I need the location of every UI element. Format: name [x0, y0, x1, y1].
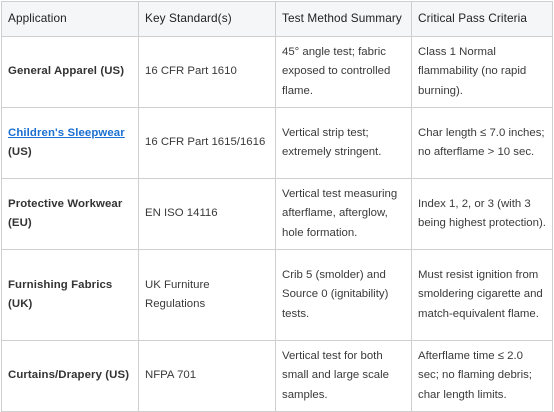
method-cell: Vertical test measuring afterflame, afterglow, hole formation.: [276, 179, 412, 250]
application-cell: [2, 108, 139, 179]
table-body: [2, 37, 553, 412]
flammability-standards-table: [1, 1, 553, 412]
header-pass-criteria: Critical Pass Criteria: [412, 2, 553, 37]
table-row: [2, 179, 553, 250]
standard-cell: 16 CFR Part 1610: [139, 37, 276, 108]
table-row: [2, 250, 553, 341]
method-cell: Vertical test for both small and large scale samples.: [276, 341, 412, 412]
standard-cell: EN ISO 14116: [139, 179, 276, 250]
standard-cell: 16 CFR Part 1615/1616: [139, 108, 276, 179]
table-row: [2, 341, 553, 412]
header-test-method: Test Method Summary: [276, 2, 412, 37]
criteria-cell: Class 1 Normal flammability (no rapid burning).: [412, 37, 553, 108]
criteria-cell: Char length ≤ 7.0 inches; no afterflame > 10 sec.: [412, 108, 553, 179]
table-header: [2, 2, 553, 37]
table-row: [2, 108, 553, 179]
criteria-cell: Afterflame time ≤ 2.0 sec; no flaming debris; char length limits.: [412, 341, 553, 412]
application-cell: General Apparel (US): [2, 37, 139, 108]
header-application: Application: [2, 2, 139, 37]
header-key-standard: Key Standard(s): [139, 2, 276, 37]
header-row: [2, 2, 553, 37]
method-cell: Crib 5 (smolder) and Source 0 (ignitability) tests.: [276, 250, 412, 341]
table-row: [2, 37, 553, 108]
method-cell: Vertical strip test; extremely stringent.: [276, 108, 412, 179]
application-suffix: (US): [8, 146, 32, 158]
criteria-cell: Index 1, 2, or 3 (with 3 being highest protection).: [412, 179, 553, 250]
criteria-cell: Must resist ignition from smoldering cigarette and match-equivalent flame.: [412, 250, 553, 341]
childrens-sleepwear-link[interactable]: Children's Sleepwear: [8, 126, 125, 139]
application-cell: Protective Workwear (EU): [2, 179, 139, 250]
application-cell: Furnishing Fabrics (UK): [2, 250, 139, 341]
method-cell: 45° angle test; fabric exposed to controlled flame.: [276, 37, 412, 108]
standard-cell: NFPA 701: [139, 341, 276, 412]
standard-cell: UK Furniture Regulations: [139, 250, 276, 341]
application-cell: Curtains/Drapery (US): [2, 341, 139, 412]
